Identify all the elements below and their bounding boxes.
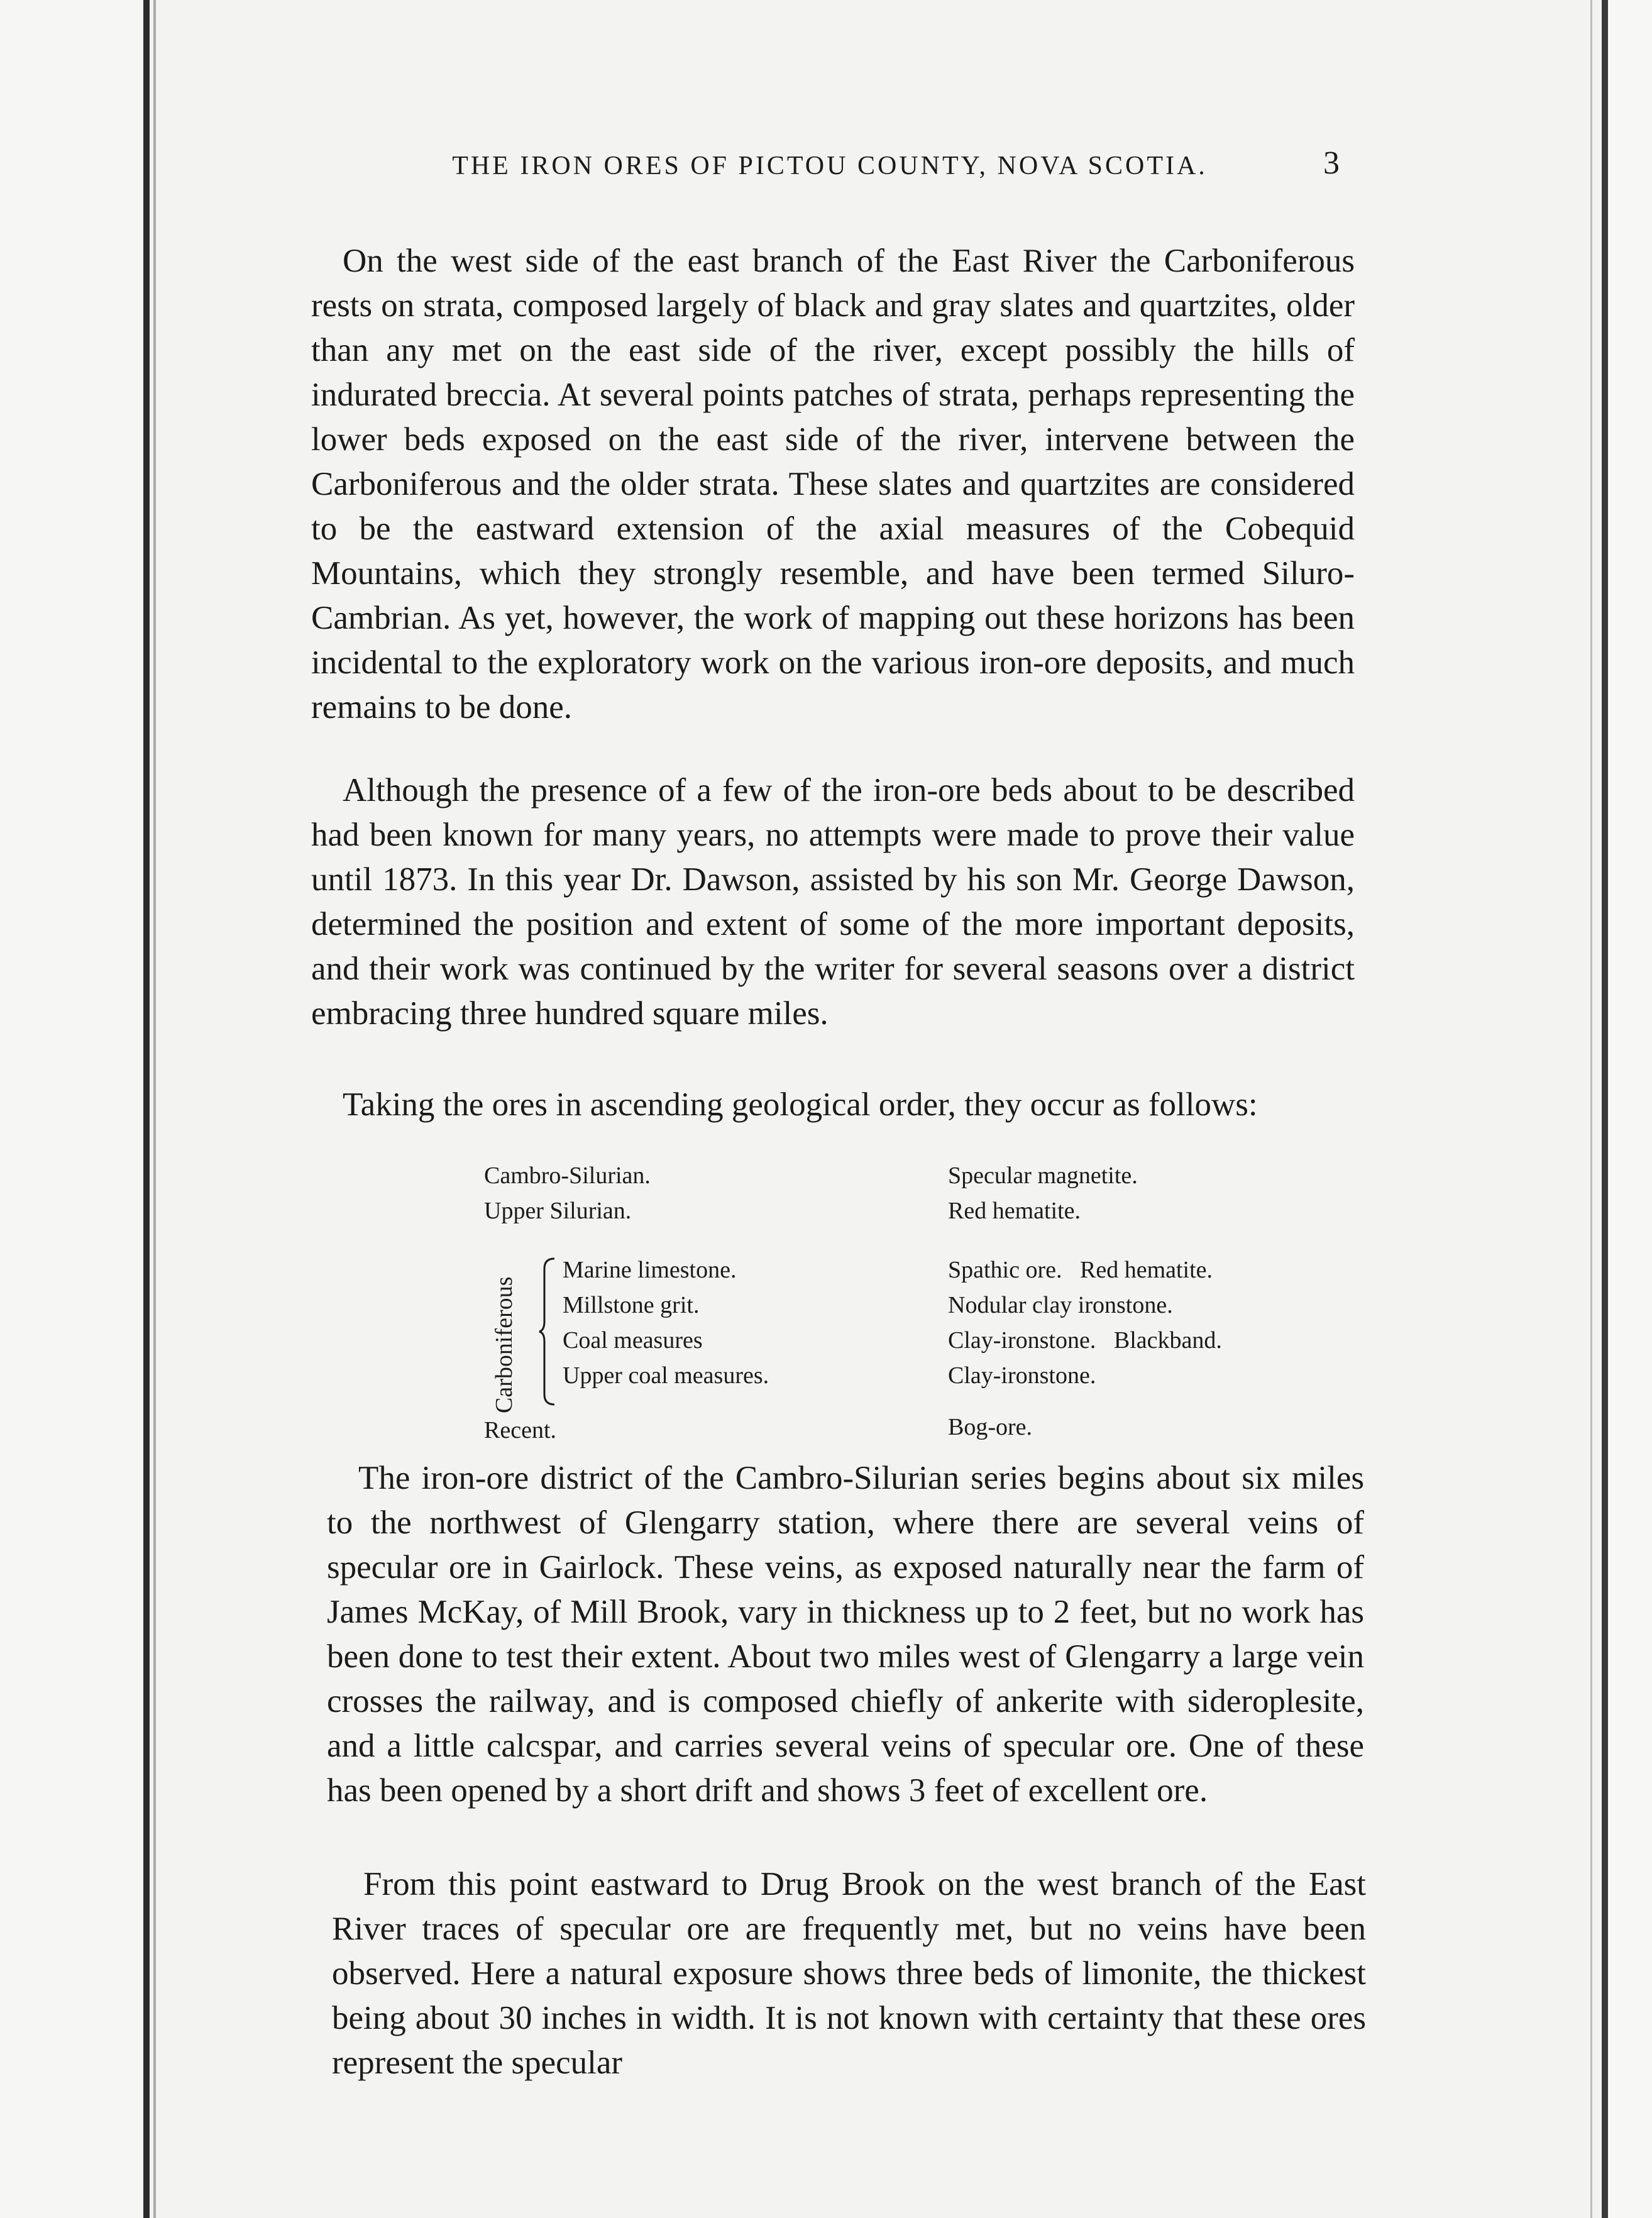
formation-cambro-silurian: Cambro-Silurian. [484, 1162, 651, 1189]
formation-marine-limestone: Marine limestone. [563, 1257, 737, 1283]
paragraph-1: On the west side of the east branch of the East River the Carboniferous rests on strata, composed largely of black and gray slates and quartzites, older than any met on the east side of the river, except possibly the hills of indurated breccia. At several points patches of strata, perhaps representing the lower beds exposed on the east side of the river, intervene between the Carboniferous and the older strata. These slates and quartzites are considered to be the eastward extension of the axial measures of the Cobequid Mountains, which they strongly resemble, and have been termed Siluro-Cambrian. As yet, however, the work of mapping out these horizons has been incidental to the exploratory work on the various iron-ore deposits, and much remains to be done. [311, 243, 1355, 726]
paragraph-5: From this point eastward to Drug Brook on the west branch of the East River traces of specular ore are frequently met, but no veins have been observed. Here a natural exposure shows three beds of limonite, the thickest being about 30 inches in width. It is not known with certainty that these ores represent the specular [332, 1866, 1366, 2081]
ore-coal-measures: Clay-ironstone. Blackband. [948, 1327, 1222, 1354]
ore-upper-coal-measures: Clay-ironstone. [948, 1362, 1096, 1389]
formation-recent: Recent. [484, 1417, 557, 1443]
page-edge-shadow [1590, 0, 1592, 2218]
ore-upper-silurian: Red hematite. [948, 1198, 1081, 1224]
ore-millstone-grit: Nodular clay ironstone. [948, 1292, 1173, 1318]
group-brace [538, 1256, 557, 1407]
paragraph-3: Taking the ores in ascending geological order, they occur as follows: [343, 1086, 1258, 1123]
ore-table [484, 1162, 1320, 1451]
formation-millstone-grit: Millstone grit. [563, 1292, 700, 1318]
ore-cambro-silurian: Specular magnetite. [948, 1162, 1138, 1189]
carboniferous-group-label: Carboniferous [491, 1276, 517, 1413]
facing-page-margin [0, 0, 143, 2218]
outer-margin [1608, 0, 1652, 2218]
page-number: 3 [1323, 145, 1340, 181]
paragraph-4: The iron-ore district of the Cambro-Silurian series begins about six miles to the northwest of Glengarry station, where there are several veins of specular ore in Gairlock. These veins, as exposed naturally near the farm of James McKay, of Mill Brook, vary in thickness up to 2 feet, but no work has been done to test their extent. About two miles west of Glengarry a large vein crosses the railway, and is composed chiefly of ankerite with sideroplesite, and a little calcspar, and carries several veins of specular ore. One of these has been opened by a short drift and shows 3 feet of excellent ore. [327, 1460, 1364, 1809]
ore-recent: Bog-ore. [948, 1414, 1033, 1440]
formation-coal-measures: Coal measures [563, 1327, 703, 1354]
binding-edge [143, 0, 150, 2218]
page-edge [1602, 0, 1608, 2218]
formation-upper-coal-measures: Upper coal measures. [563, 1362, 769, 1389]
ore-marine-limestone: Spathic ore. Red hematite. [948, 1257, 1213, 1283]
running-header: THE IRON ORES OF PICTOU COUNTY, NOVA SCOTIA. [452, 152, 1208, 180]
paragraph-2: Although the presence of a few of the iron-ore beds about to be described had been known for many years, no attempts were made to prove their value until 1873. In this year Dr. Dawson, assisted by his son Mr. George Dawson, determined the position and extent of some of the more important deposits, and their work was continued by the writer for several seasons over a district embracing three hundred square miles. [311, 772, 1355, 1032]
formation-upper-silurian: Upper Silurian. [484, 1198, 632, 1224]
binding-shadow [153, 0, 156, 2218]
